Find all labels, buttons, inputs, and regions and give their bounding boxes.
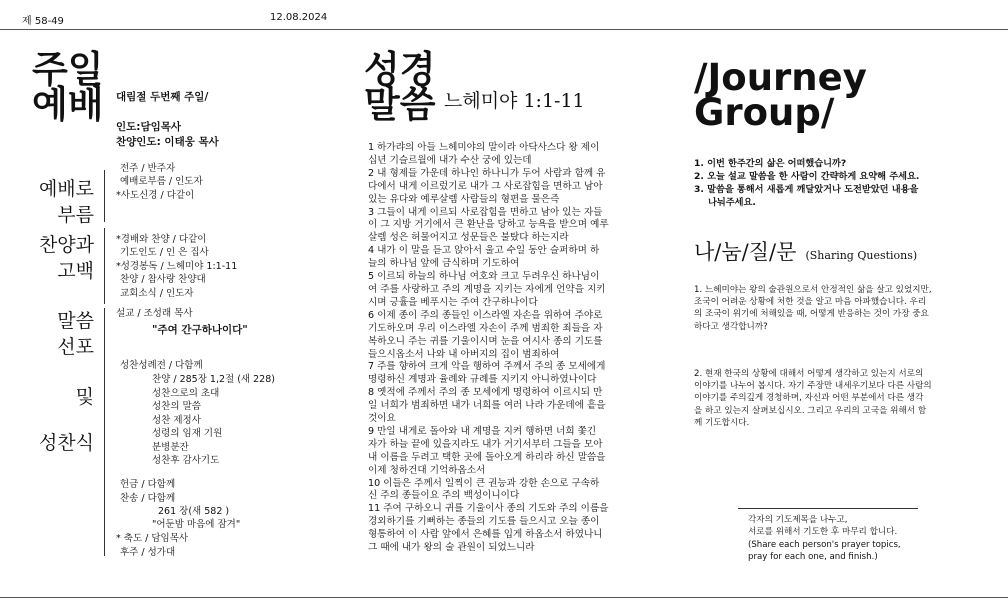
scripture-line: 들으시옵소서 나와 내 아버지의 집이 범죄하여 (368, 348, 560, 360)
closing-divider (738, 508, 918, 509)
praise-leader: 찬양인도: 이태웅 목사 (116, 136, 219, 148)
scripture-line: 형통하여 이 사람 앞에서 은혜를 입게 하옵소서 하였나니 (368, 529, 603, 541)
journey-title (694, 56, 867, 135)
section-praise-confession: 찬양과 고백 (38, 234, 94, 282)
worship-title-line1: 주일 (32, 48, 104, 91)
scripture-line: 2 내 형제들 가운데 하나인 하나니가 두어 사람과 함께 유 (368, 167, 606, 179)
scripture-line: 명령하신 계명과 율례와 규례를 지키지 아니하였나이다 (368, 374, 597, 386)
scripture-line: 다에서 내게 이르렀기로 내가 그 사로잡힘을 면하고 남아 (368, 180, 603, 192)
scripture-reference: 느헤미야 1:1-11 (444, 90, 585, 112)
scripture-line: 8 옛적에 주께서 주의 종 모세에게 명령하여 이르시되 만 (368, 387, 603, 399)
scripture-line: 9 만일 내게로 돌아와 내 계명을 지켜 행하면 너희 쫓긴 (368, 425, 597, 437)
order-choir: 찬양 / 참사랑 찬양대 (120, 274, 206, 285)
section-word-proclamation: 말씀 선포 (57, 310, 94, 358)
order-praise: *경배와 찬양 / 다같이 (116, 234, 207, 245)
section-call-to-worship: 예배로 부름 (38, 178, 94, 226)
scripture-line: 그 때에 내가 왕의 술 관원이 되었느니라 (368, 542, 535, 554)
scripture-line: 이제 청하건대 기억하옵소서 (368, 464, 486, 476)
order-news: 교회소식 / 인도자 (120, 288, 194, 299)
scripture-line: 10 이들은 주께서 일찍이 큰 권능과 강한 손으로 구속하 (368, 477, 600, 489)
order-hymn-title: "어둔밤 마음에 잠겨" (152, 519, 241, 530)
order-invitation: 성찬으로의 초대 (152, 388, 220, 399)
order-divider-3 (104, 308, 105, 556)
order-creed: *사도신경 / 다같이 (116, 190, 195, 201)
order-communion: 성찬성례전 / 다함께 (120, 360, 203, 371)
order-closing-hymn: 찬송 / 다함께 (120, 493, 176, 504)
order-sermon: 설교 / 조성래 목사 (116, 308, 193, 319)
order-prelude: 전주 / 반주자 (120, 163, 176, 174)
order-distribution: 분병분잔 (152, 442, 189, 453)
scripture-line: 복하오니 주는 귀를 기울이시며 눈을 여시사 종의 기도를 (368, 335, 603, 347)
order-words: 성찬의 말씀 (152, 401, 201, 412)
scripture-line: 자가 하늘 끝에 있을지라도 내가 거기서부터 그들을 모아 (368, 438, 603, 450)
scripture-line: 11 주여 구하오니 귀를 기울이사 종의 기도와 주의 이름을 (368, 503, 609, 515)
top-rule (0, 29, 1008, 30)
scripture-line: 십년 기슬르월에 내가 수산 궁에 있는데 (368, 154, 532, 166)
scripture-title (364, 48, 436, 127)
order-hymn: 찬양 / 285장 1,2절 (새 228) (152, 374, 275, 385)
scripture-line: 4 내가 이 말을 듣고 앉아서 울고 수일 동안 슬퍼하며 하 (368, 245, 600, 257)
sermon-title: "주여 간구하나이다" (152, 324, 248, 336)
scripture-line: 일 너희가 범죄하면 내가 너희를 여러 나라 가운데에 흩을 (368, 400, 606, 412)
journey-questions: 1. 이번 한주간의 삶은 어떠했습니까? 2. 오늘 설교 말씀을 한 사람이 간략하게 요약해 주세요. 3. 말씀을 통해서 새롭게 깨달았거나 도전받았던 내용을 나눠주세요. (694, 158, 920, 208)
scripture-line: 경외하기를 기뻐하는 종들의 기도를 들으시고 오늘 종이 (368, 516, 600, 528)
scripture-line: 것이요 (368, 413, 396, 425)
scripture-line: 기도하오며 우리 이스라엘 자손이 주께 범죄한 죄들을 자 (368, 322, 603, 334)
scripture-title-line2: 말씀 (364, 83, 436, 127)
sharing-title-en: (Sharing Questions) (805, 249, 918, 262)
sharing-title (694, 236, 917, 266)
scripture-text (368, 142, 609, 555)
order-offering: 헌금 / 다함께 (120, 479, 176, 490)
scripture-line: 시며 긍휼을 베푸시는 주여 간구하나이다 (368, 296, 538, 308)
order-call: 예배로부름 / 인도자 (120, 176, 203, 187)
order-divider-2 (104, 228, 105, 304)
closing-note: 각자의 기도제목을 나누고, 서로를 위해서 기도한 후 마무리 합니다. (Share each person's prayer topics, pray for each one, and finish.) (748, 515, 901, 563)
journey-title-line2: Group/ (694, 91, 835, 135)
scripture-line: 늘의 하나님 앞에 금식하며 기도하여 (368, 258, 520, 270)
scripture-line: 여 주를 사랑하고 주의 계명을 지키는 자에게 언약을 지키 (368, 283, 606, 295)
scripture-line: 6 이제 종이 주의 종들인 이스라엘 자손을 위하여 주야로 (368, 309, 603, 321)
sharing-title-ko: 나/눔/질/문 (694, 240, 797, 264)
order-benediction: * 축도 / 담임목사 (116, 533, 189, 544)
order-hymn-number: 261 장(새 582 ) (158, 506, 230, 517)
order-thanksgiving: 성찬후 감사기도 (152, 455, 220, 466)
scripture-line: 5 이르되 하늘의 하나님 여호와 크고 두려우신 하나님이 (368, 271, 600, 283)
worship-leader: 인도:담임목사 (116, 121, 182, 133)
sharing-question-2: 2. 현재 한국의 상황에 대해서 어떻게 생각하고 있는지 서로의 이야기를 나누어 봅시다. 자기 주장만 내세우기보다 다른 사람의 이야기를 주의깊게 경청하며, 자신과 어떤 부분에서 다른 생각 을 하고 있는지 살펴보십시오. 그리고 우리의 고국을 위해서 함 께 기도합시다. (694, 369, 932, 428)
scripture-line: 있는 유다와 예루살렘 사람들의 형편을 물은즉 (368, 193, 560, 205)
scripture-line: 내 이름을 두려고 택한 곳에 돌아오게 하리라 하신 말씀을 (368, 451, 606, 463)
order-scripture: *성경봉독 / 느헤미야 1:1-11 (116, 261, 238, 272)
sharing-question-1: 1. 느헤미야는 왕의 술관원으로서 안정적인 삶을 살고 있었지만, 조국이 어려운 상황에 처한 것을 알고 마음 아파했습니다. 우리 의 조국이 위기에 처해있을 때, 어떻게 반응하는 것이 가장 중요 하다고 생각합니까? (694, 285, 932, 332)
bottom-rule (0, 597, 1008, 598)
order-postlude: 후주 / 성가대 (120, 547, 176, 558)
order-institution: 성찬 제정사 (152, 415, 201, 426)
worship-title (32, 48, 104, 127)
scripture-title-line1: 성경 (364, 48, 436, 91)
issue-number: 제 58-49 (22, 16, 64, 27)
order-divider-1 (104, 170, 105, 222)
worship-subtitle: 대림절 두번째 주일/ (116, 91, 209, 103)
bulletin-date: 12.08.2024 (270, 12, 328, 23)
section-and: 및 (75, 386, 94, 408)
scripture-line: 3 그들이 내게 이르되 사로잡힘을 면하고 남아 있는 자들 (368, 206, 603, 218)
scripture-line: 살렘 성은 허물어지고 성문들은 불탔다 하는지라 (368, 232, 569, 244)
order-epiclesis: 성령의 임재 기원 (152, 428, 223, 439)
scripture-line: 신 주의 종들이요 주의 백성이니이다 (368, 490, 520, 502)
section-communion: 성찬식 (38, 432, 94, 454)
scripture-line: 7 주를 향하여 크게 악을 행하여 주께서 주의 종 모세에게 (368, 361, 606, 373)
scripture-line: 1 하가랴의 아들 느헤미야의 말이라 아닥사스다 왕 제이 (368, 142, 600, 153)
scripture-line: 이 그 지방 거기에서 큰 환난을 당하고 능욕을 받으며 예루 (368, 219, 609, 231)
journey-title-line1: /Journey (694, 56, 867, 99)
order-prayer: 기도인도 / 인 은 집사 (120, 247, 209, 258)
worship-title-line2: 예배 (32, 83, 104, 127)
